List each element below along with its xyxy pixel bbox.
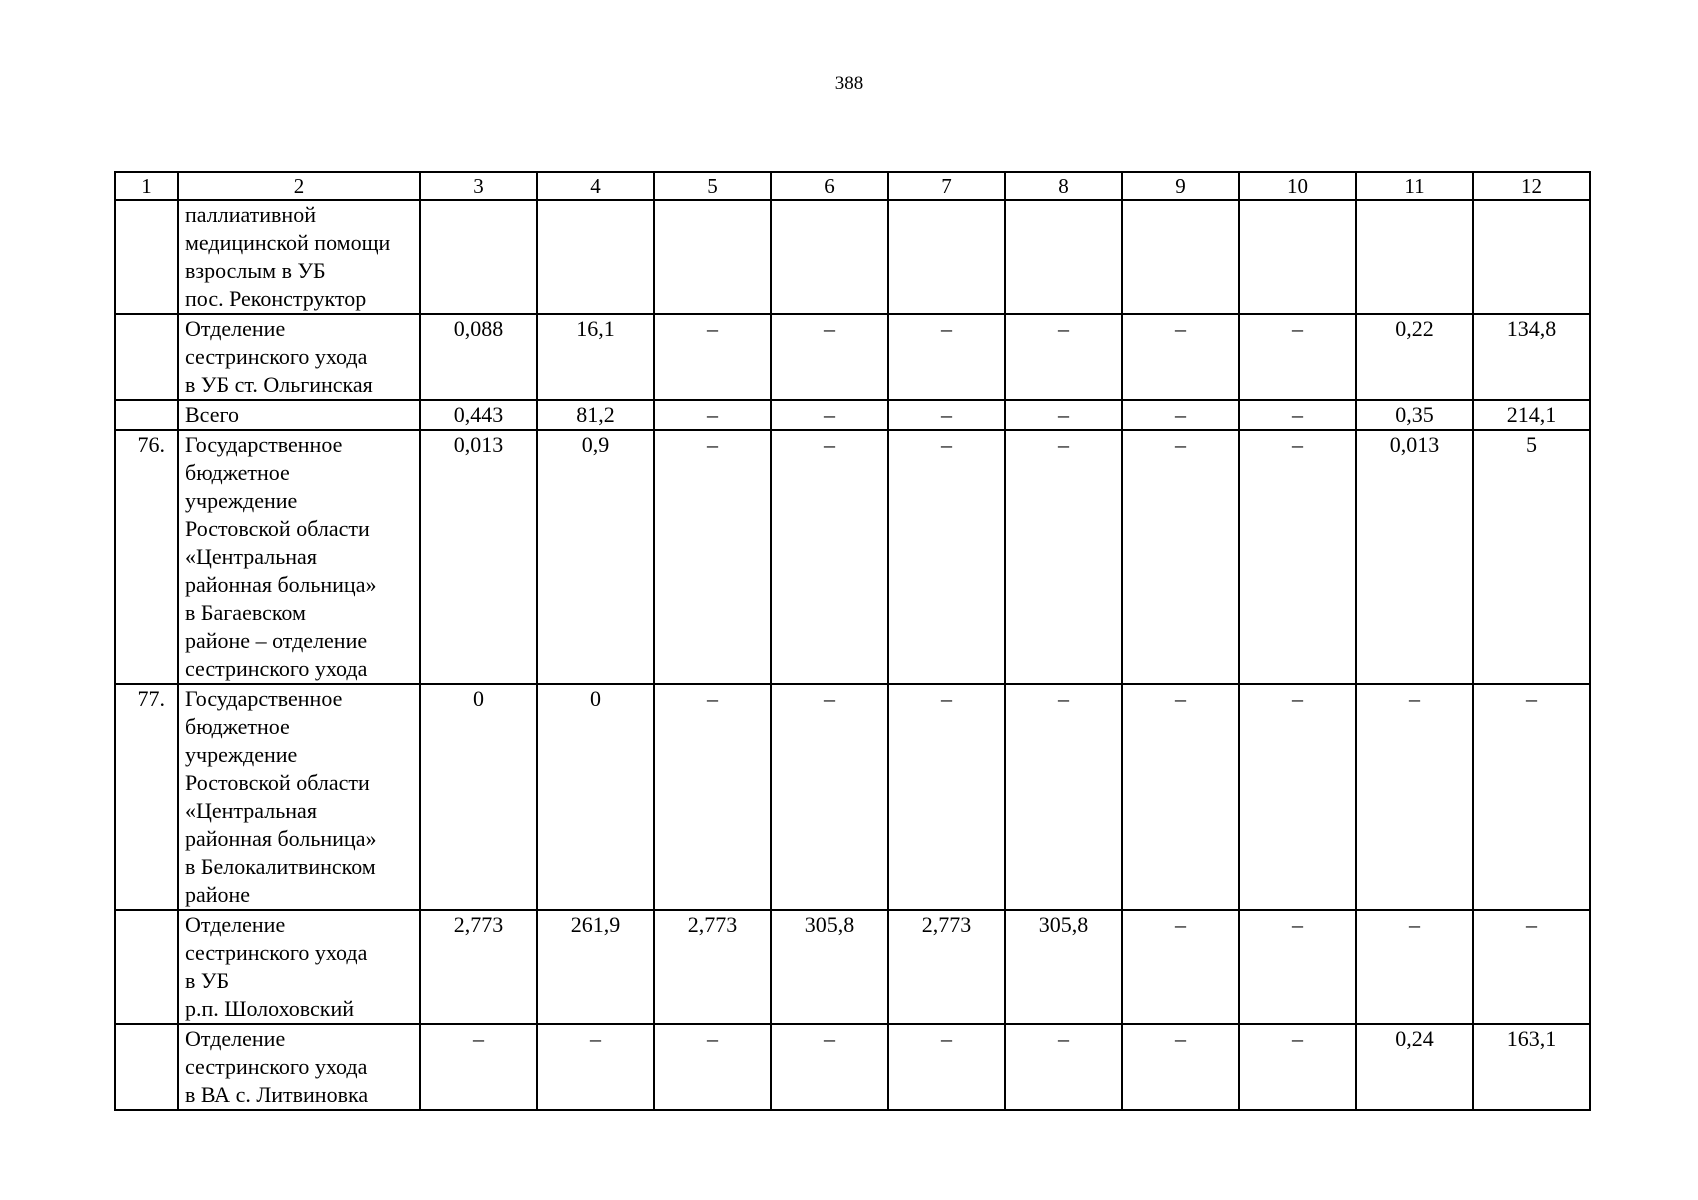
row-number-cell <box>115 910 178 1024</box>
row-name-cell: Государственное бюджетное учреждение Ростовской области «Центральная районная больница» в Белокалитвинском районе <box>178 684 420 910</box>
value-cell: 2,773 <box>420 910 537 1024</box>
table-row <box>115 314 1590 400</box>
value-cell: – <box>1356 684 1473 910</box>
row-name-cell: Отделение сестринского ухода в УБ р.п. Шолоховский <box>178 910 420 1024</box>
value-cell: 0 <box>537 684 654 910</box>
value-cell: 0,35 <box>1356 400 1473 430</box>
value-cell: – <box>1239 684 1356 910</box>
value-cell: 305,8 <box>771 910 888 1024</box>
value-cell: – <box>1473 910 1590 1024</box>
value-cell: – <box>771 400 888 430</box>
value-cell: 305,8 <box>1005 910 1122 1024</box>
header-cell: 9 <box>1122 172 1239 200</box>
value-cell: – <box>1122 314 1239 400</box>
value-cell: – <box>654 1024 771 1110</box>
header-cell: 2 <box>178 172 420 200</box>
value-cell: 0,443 <box>420 400 537 430</box>
value-cell: 16,1 <box>537 314 654 400</box>
value-cell: – <box>1239 430 1356 684</box>
value-cell: 0,013 <box>420 430 537 684</box>
header-cell: 4 <box>537 172 654 200</box>
value-cell: – <box>888 314 1005 400</box>
value-cell: – <box>1356 910 1473 1024</box>
table-row <box>115 684 1590 910</box>
row-name-cell: Отделение сестринского ухода в ВА с. Литвиновка <box>178 1024 420 1110</box>
row-number-cell: 76. <box>115 430 178 684</box>
value-cell: – <box>1239 1024 1356 1110</box>
value-cell: – <box>1005 400 1122 430</box>
value-cell: 134,8 <box>1473 314 1590 400</box>
value-cell: – <box>1122 1024 1239 1110</box>
row-number-cell <box>115 200 178 314</box>
value-cell <box>537 200 654 314</box>
page-number: 388 <box>834 73 864 94</box>
value-cell: – <box>1005 1024 1122 1110</box>
table-row <box>115 910 1590 1024</box>
row-name-cell: Всего <box>178 400 420 430</box>
row-name-cell: паллиативной медицинской помощи взрослым в УБ пос. Реконструктор <box>178 200 420 314</box>
value-cell: – <box>888 684 1005 910</box>
value-cell: – <box>1473 684 1590 910</box>
value-cell: 2,773 <box>654 910 771 1024</box>
value-cell <box>1356 200 1473 314</box>
value-cell <box>771 200 888 314</box>
value-cell: – <box>1239 314 1356 400</box>
value-cell: – <box>1005 314 1122 400</box>
header-cell: 12 <box>1473 172 1590 200</box>
value-cell: 2,773 <box>888 910 1005 1024</box>
value-cell: – <box>771 1024 888 1110</box>
header-cell: 3 <box>420 172 537 200</box>
header-cell: 8 <box>1005 172 1122 200</box>
table-row <box>115 400 1590 430</box>
row-name-cell: Отделение сестринского ухода в УБ ст. Ольгинская <box>178 314 420 400</box>
value-cell: – <box>771 684 888 910</box>
value-cell <box>1473 200 1590 314</box>
row-number-cell: 77. <box>115 684 178 910</box>
value-cell: – <box>1005 684 1122 910</box>
header-cell: 7 <box>888 172 1005 200</box>
value-cell: 0,9 <box>537 430 654 684</box>
table-row <box>115 1024 1590 1110</box>
value-cell: 261,9 <box>537 910 654 1024</box>
value-cell: – <box>888 1024 1005 1110</box>
value-cell: 0,088 <box>420 314 537 400</box>
value-cell: 81,2 <box>537 400 654 430</box>
value-cell: – <box>654 684 771 910</box>
value-cell: – <box>771 314 888 400</box>
row-number-cell <box>115 400 178 430</box>
table-row <box>115 200 1590 314</box>
table-row <box>115 430 1590 684</box>
header-cell: 10 <box>1239 172 1356 200</box>
value-cell: – <box>654 430 771 684</box>
header-cell: 6 <box>771 172 888 200</box>
value-cell: – <box>1239 910 1356 1024</box>
value-cell: – <box>1122 684 1239 910</box>
value-cell <box>888 200 1005 314</box>
value-cell <box>1239 200 1356 314</box>
value-cell: – <box>420 1024 537 1110</box>
value-cell: – <box>1122 910 1239 1024</box>
value-cell: – <box>1122 430 1239 684</box>
value-cell: – <box>1005 430 1122 684</box>
value-cell: 163,1 <box>1473 1024 1590 1110</box>
data-table <box>114 171 1591 1111</box>
table-header-row <box>115 172 1590 200</box>
value-cell: – <box>654 314 771 400</box>
value-cell: – <box>888 430 1005 684</box>
value-cell: 0,22 <box>1356 314 1473 400</box>
value-cell: 5 <box>1473 430 1590 684</box>
value-cell: – <box>771 430 888 684</box>
value-cell: – <box>537 1024 654 1110</box>
value-cell <box>654 200 771 314</box>
value-cell: – <box>654 400 771 430</box>
value-cell: 214,1 <box>1473 400 1590 430</box>
header-cell: 1 <box>115 172 178 200</box>
value-cell: 0,013 <box>1356 430 1473 684</box>
value-cell <box>1005 200 1122 314</box>
value-cell: – <box>1239 400 1356 430</box>
value-cell: 0 <box>420 684 537 910</box>
header-cell: 11 <box>1356 172 1473 200</box>
header-cell: 5 <box>654 172 771 200</box>
value-cell: 0,24 <box>1356 1024 1473 1110</box>
row-number-cell <box>115 314 178 400</box>
row-name-cell: Государственное бюджетное учреждение Ростовской области «Центральная районная больница» в Багаевском районе – отделение сестринского ухода <box>178 430 420 684</box>
value-cell: – <box>888 400 1005 430</box>
value-cell: – <box>1122 400 1239 430</box>
value-cell <box>1122 200 1239 314</box>
value-cell <box>420 200 537 314</box>
row-number-cell <box>115 1024 178 1110</box>
